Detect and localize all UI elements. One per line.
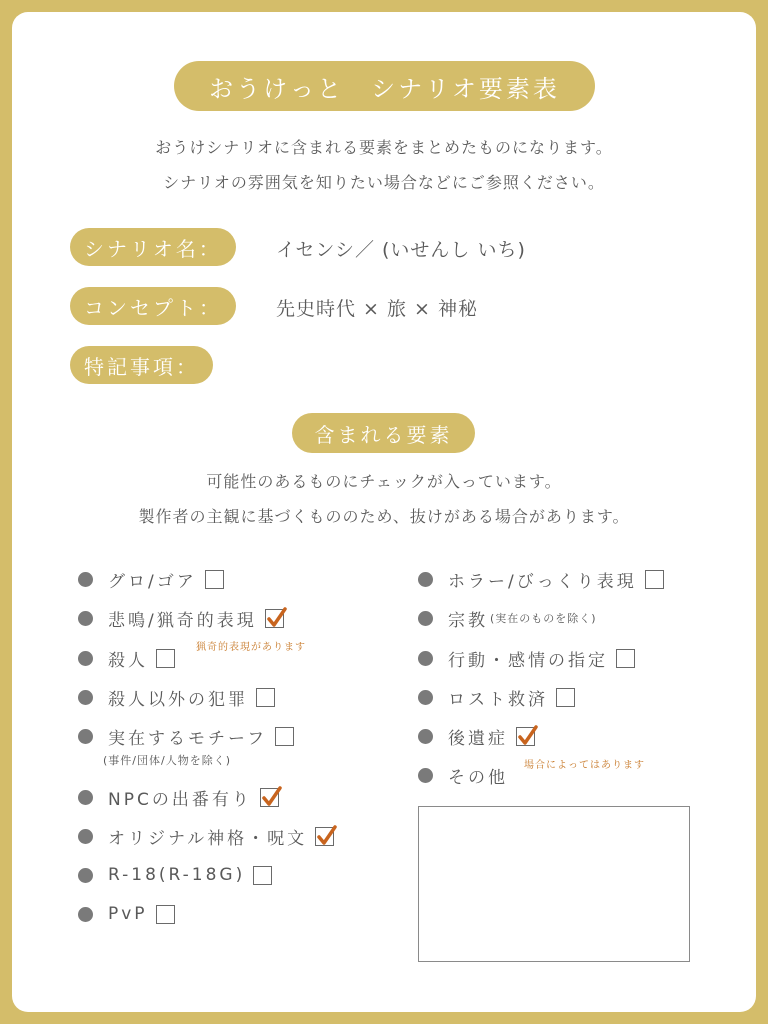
scream-note: 猟奇的表現があります (196, 642, 306, 653)
element-checkbox[interactable] (156, 905, 175, 924)
element-label: R-18(R-18G) (108, 865, 246, 885)
element-item-scream (78, 606, 284, 630)
bullet-icon (418, 690, 433, 705)
bullet-icon (78, 790, 93, 805)
element-item-r18 (78, 863, 272, 887)
element-label: オリジナル神格・呪文 (108, 828, 308, 849)
element-label: 宗教 (448, 610, 488, 631)
element-label: ロスト救済 (448, 689, 548, 710)
element-item-real-motif (78, 724, 294, 748)
bullet-icon (78, 829, 93, 844)
element-item-horror (418, 567, 664, 591)
element-checkbox[interactable] (265, 609, 284, 628)
element-item-religion (418, 606, 597, 630)
element-item-crime (78, 685, 275, 709)
element-label: 行動・感情の指定 (448, 650, 608, 671)
elements-desc-2: 製作者の主観に基づくもののため、抜けがある場合があります。 (138, 507, 630, 526)
element-checkbox[interactable] (260, 788, 279, 807)
element-checkbox[interactable] (256, 688, 275, 707)
element-item-action-emotion (418, 646, 635, 670)
element-label: 殺人以外の犯罪 (108, 689, 248, 710)
element-item-lost-rescue (418, 685, 575, 709)
element-label: 実在するモチーフ (108, 728, 268, 749)
element-label: グロ/ゴア (108, 571, 197, 592)
bullet-icon (78, 868, 93, 883)
bullet-icon (78, 651, 93, 666)
element-item-gore (78, 567, 224, 591)
page-title: おうけっと シナリオ要素表 (174, 61, 595, 111)
elements-section-title: 含まれる要素 (292, 413, 475, 453)
scenario-name-value: イセンシ／ (いせんし いち) (276, 239, 526, 261)
element-label: 後遺症 (448, 728, 508, 749)
bullet-icon (418, 651, 433, 666)
element-item-murder (78, 646, 175, 670)
element-item-aftereffect (418, 724, 535, 748)
element-checkbox[interactable] (275, 727, 294, 746)
intro-line-1: おうけシナリオに含まれる要素をまとめたものになります。 (155, 138, 613, 157)
element-checkbox[interactable] (645, 570, 664, 589)
other-memo-box[interactable] (418, 806, 690, 962)
element-item-pvp (78, 902, 175, 926)
bullet-icon (418, 611, 433, 626)
checkmark-icon (267, 607, 287, 629)
element-checkbox[interactable] (315, 827, 334, 846)
bullet-icon (78, 690, 93, 705)
element-label: 悲鳴/猟奇的表現 (108, 610, 257, 631)
element-label: NPCの出番有り (108, 789, 252, 810)
bullet-icon (78, 907, 93, 922)
element-checkbox[interactable] (253, 866, 272, 885)
bullet-icon (78, 611, 93, 626)
notes-label: 特記事項： (70, 346, 213, 384)
bullet-icon (418, 768, 433, 783)
element-item-npc (78, 785, 279, 809)
intro-line-2: シナリオの雰囲気を知りたい場合などにご参照ください。 (163, 173, 605, 192)
element-label: ホラー/びっくり表現 (448, 571, 637, 592)
bullet-icon (78, 572, 93, 587)
aftereffect-note: 場合によってはあります (524, 760, 645, 771)
elements-desc-1: 可能性のあるものにチェックが入っています。 (206, 472, 562, 491)
element-checkbox[interactable] (516, 727, 535, 746)
element-checkbox[interactable] (616, 649, 635, 668)
bullet-icon (78, 729, 93, 744)
scenario-name-label: シナリオ名： (70, 228, 236, 266)
bullet-icon (418, 729, 433, 744)
element-checkbox[interactable] (205, 570, 224, 589)
element-checkbox[interactable] (156, 649, 175, 668)
checkmark-icon (262, 786, 282, 808)
element-item-original-deity (78, 824, 334, 848)
concept-value: 先史時代 × 旅 × 神秘 (276, 298, 478, 320)
checkmark-icon (317, 825, 337, 847)
element-label: PvP (108, 904, 148, 924)
concept-label: コンセプト： (70, 287, 236, 325)
element-label: その他 (448, 767, 508, 788)
element-label: 殺人 (108, 650, 148, 671)
element-checkbox[interactable] (556, 688, 575, 707)
real-motif-subnote: (事件/団体/人物を除く) (103, 754, 231, 767)
bullet-icon (418, 572, 433, 587)
checkmark-icon (518, 725, 538, 747)
element-item-other (418, 763, 508, 787)
religion-small-note: (実在のものを除く) (490, 612, 597, 625)
